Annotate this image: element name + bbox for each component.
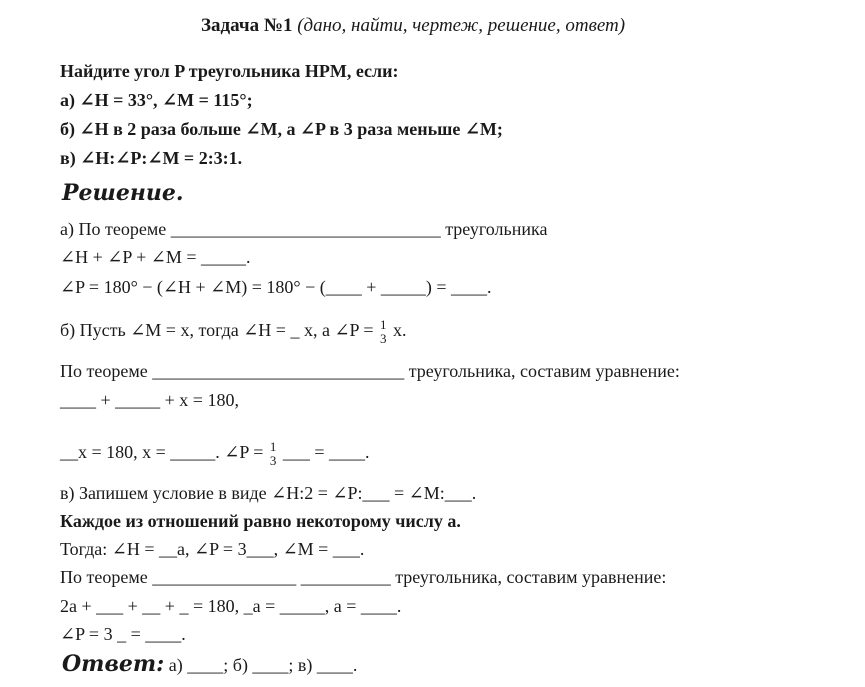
task-case-v: в) ∠H:∠P:∠M = 2:3:1. <box>60 148 243 168</box>
part-v-line-5: 2a + ___ + __ + _ = 180, _a = _____, a = ____. <box>60 596 402 616</box>
part-v-line-2: Каждое из отношений равно некоторому числу a. <box>60 511 461 531</box>
part-b-line-4-suffix: ___ = ____. <box>282 441 370 462</box>
part-b-line-4 <box>60 440 370 467</box>
part-b-fraction-2-denominator: 3 <box>269 452 277 468</box>
answer-line <box>62 653 357 675</box>
part-a-line-1: а) По теореме ______________________________ треугольника <box>60 219 548 239</box>
part-v-line-6: ∠P = 3 _ = ____. <box>60 624 186 644</box>
part-b-fraction-2 <box>270 440 277 467</box>
part-b-line-2: По теореме ____________________________ треугольника, составим уравнение: <box>60 361 680 381</box>
part-b-line-4-prefix: __x = 180, x = _____. ∠P = <box>60 441 264 462</box>
part-b-line-1-prefix: б) Пусть ∠M = x, тогда ∠H = _ x, а ∠P = <box>60 319 374 340</box>
answer-text: а) ____; б) ____; в) ____. <box>168 655 358 675</box>
part-a-line-3: ∠P = 180° − (∠H + ∠M) = 180° − (____ + _____) = ____. <box>60 277 492 297</box>
answer-label: Ответ: <box>62 651 165 677</box>
task-case-b: б) ∠H в 2 раза больше ∠M, а ∠P в 3 раза меньше ∠M; <box>60 119 503 139</box>
part-a-line-2: ∠H + ∠P + ∠M = _____. <box>60 247 251 267</box>
task-title <box>201 16 625 35</box>
part-v-line-4: По теореме ________________ __________ треугольника, составим уравнение: <box>60 567 667 587</box>
task-title-bold: Задача №1 <box>201 15 293 36</box>
part-b-fraction-2-numerator: 1 <box>269 439 277 454</box>
part-b-line-1-suffix: x. <box>393 319 407 340</box>
part-v-line-3: Тогда: ∠H = __a, ∠P = 3___, ∠M = ___. <box>60 539 365 559</box>
task-case-a: а) ∠H = 33°, ∠M = 115°; <box>60 90 253 110</box>
task-statement: Найдите угол P треугольника HPM, если: <box>60 61 399 81</box>
task-title-italic: (дано, найти, чертеж, решение, ответ) <box>297 15 626 36</box>
part-b-fraction-1-denominator: 3 <box>380 330 387 346</box>
part-b-fraction-1-numerator: 1 <box>380 317 387 332</box>
part-b-line-1 <box>60 318 407 345</box>
solution-heading: Решение. <box>62 180 184 206</box>
part-v-line-1: в) Запишем условие в виде ∠H:2 = ∠P:___ = ∠M:___. <box>60 483 477 503</box>
part-b-fraction-1 <box>380 318 387 345</box>
part-b-line-3: ____ + _____ + x = 180, <box>60 390 239 410</box>
